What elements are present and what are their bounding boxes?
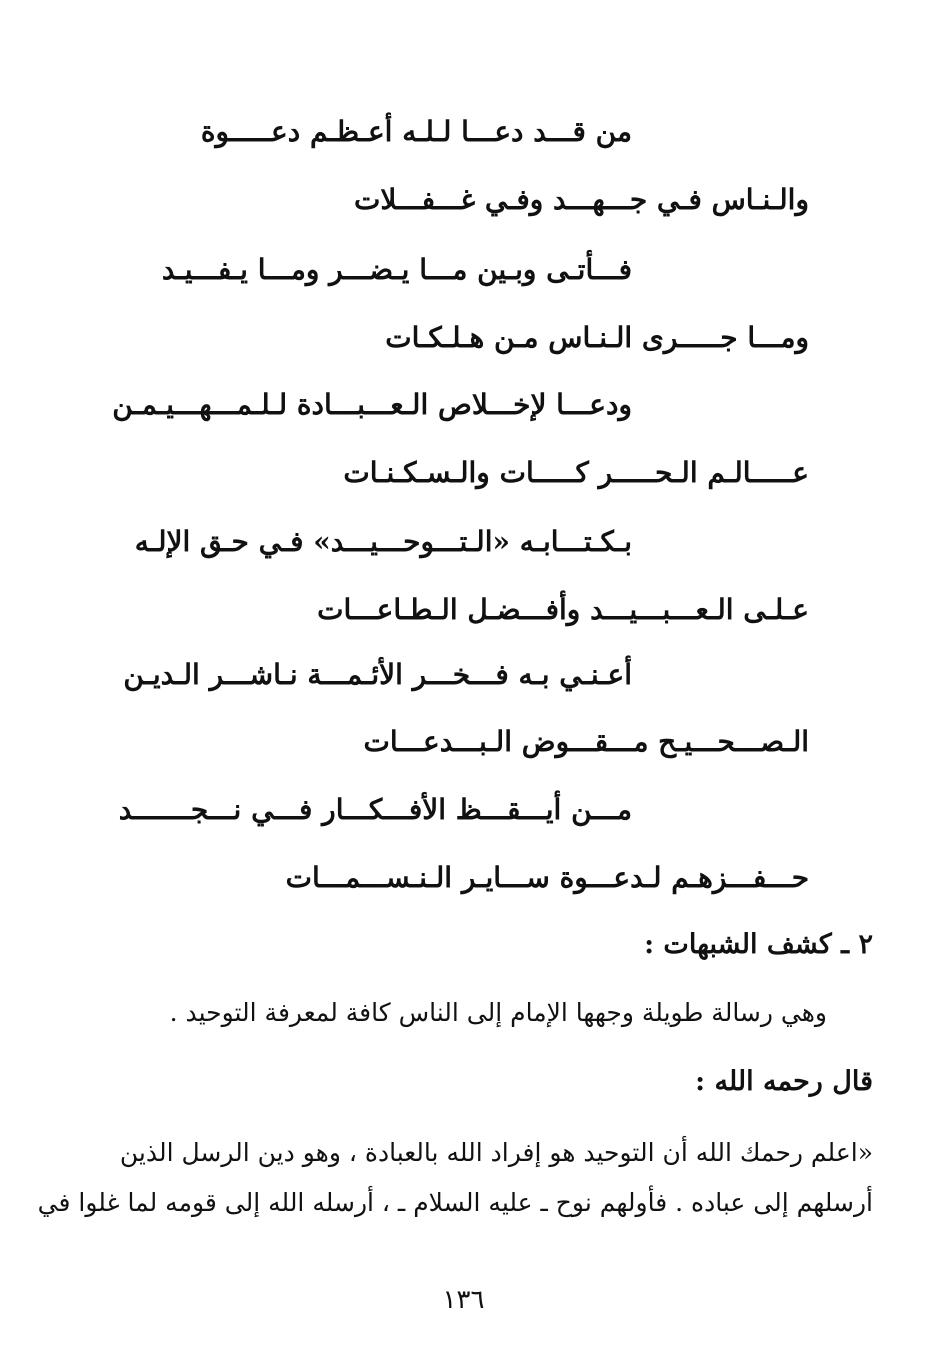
quote-line: أرسلهم إلى عباده . فأولهم نوح ـ عليه السلام ـ ، أرسله الله إلى قومه لما غلوا في — [37, 1188, 873, 1217]
quote-intro: قال رحمه الله : — [695, 1066, 873, 1097]
section-description: وهي رسالة طويلة وجهها الإمام إلى الناس كافة لمعرفة التوحيد . — [169, 998, 827, 1027]
poem-line: ودعـــا لإخـــلاص الـعـــبـــادة لـلـمـــهـــيـمـن — [112, 388, 632, 421]
poem-line: ومـــا جـــــرى الـنـاس مـن هـلـكـات — [385, 321, 809, 354]
poem-line: بـكـتـــابـه «الـتـــوحـــيـــد» فـي حـق الإلـه — [134, 525, 632, 558]
poem-line: الـصـــحـــيـح مـــقـــوض الـبـــدعـــات — [363, 725, 809, 758]
section-heading: ٢ ـ كشف الشبهات : — [644, 929, 873, 960]
quote-line: «اعلم رحمك الله أن التوحيد هو إفراد الله بالعبادة ، وهو دين الرسل الذين — [119, 1138, 873, 1167]
poem-line: فـــأتـى وبـين مـــا يـضـــر ومـــا يـفـــيـد — [161, 253, 632, 286]
quote-paragraph — [37, 1128, 873, 1228]
poem-line: حـــفـــزهـم لـدعـــوة ســـايـر الـنـســـمـــات — [285, 861, 809, 894]
poem-line: عـــــالـم الـحـــــر كـــــات والـسـكـنـات — [343, 456, 809, 489]
poem-line: من قـــد دعـــا لـلـه أعـظـم دعـــــوة — [200, 115, 632, 148]
poem-line: عـلـى الـعـــبـــيـــد وأفـــضـل الـطـاعـــات — [317, 593, 809, 626]
poem-line: مـــن أيـــقـــظ الأفـــكـــار فـــي نـــجـــــــد — [118, 793, 632, 826]
page-number: ١٣٦ — [442, 1285, 485, 1315]
poem-line: والـنـاس فـي جـــهـــد وفـي غـــفـــلات — [354, 183, 809, 216]
poem-line: أعـنـي بـه فـــخـــر الأئـمـــة نـاشـــر الـديـن — [123, 658, 632, 691]
